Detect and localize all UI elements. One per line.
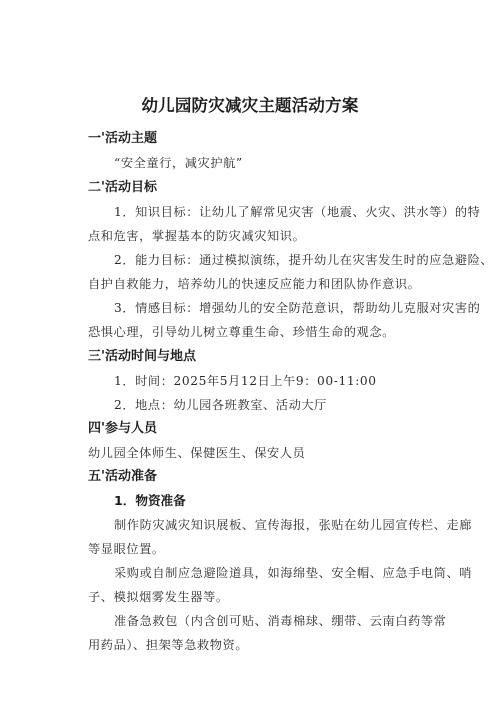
materials-line: 准备急救包（内含创可贴、消毒棉球、绷带、云南白药等常: [114, 614, 447, 628]
section-heading-time-place: 三'活动时间与地点: [88, 349, 196, 364]
subheading-materials: 1．物资准备: [114, 493, 186, 508]
goal-line: 3．情感目标：增强幼儿的安全防范意识，帮助幼儿克服对灾害的: [114, 301, 481, 315]
goal-line: 恐惧心理，引导幼儿树立尊重生命、珍惜生命的观念。: [88, 325, 395, 339]
materials-line: 采购或自制应急避险道具，如海绵垫、安全帽、应急手电筒、哨: [114, 566, 473, 580]
document-title: 幼儿园防灾减灾主题活动方案: [141, 96, 359, 115]
participants-line: 幼儿园全体师生、保健医生、保安人员: [88, 446, 306, 460]
section-heading-participants: 四'参与人员: [88, 421, 157, 436]
goal-line: 1．知识目标：让幼儿了解常见灾害（地震、火灾、洪水等）的特: [114, 205, 481, 219]
section-heading-goals: 二'活动目标: [88, 180, 157, 195]
section-heading-preparation: 五'活动准备: [88, 469, 157, 484]
materials-line: 等显眼位置。: [88, 542, 165, 556]
goal-line: 2．能力目标：通过模拟演练，提升幼儿在灾害发生时的应急避险、: [114, 253, 494, 267]
materials-line: 子、模拟烟雾发生器等。: [88, 590, 229, 604]
time-line: 1．时间：2025年5月12日上午9：00-11:00: [114, 374, 377, 388]
goal-line: 点和危害，掌握基本的防灾减灾知识。: [88, 229, 306, 243]
materials-line: 制作防灾减灾知识展板、宣传海报，张贴在幼儿园宣传栏、走廊: [114, 518, 473, 532]
materials-line: 用药品）、担架等急救物资。: [88, 638, 249, 652]
place-line: 2．地点：幼儿园各班教室、活动大厅: [114, 398, 327, 412]
section-heading-theme: 一'活动主题: [88, 131, 157, 146]
theme-slogan: “安全童行，减灾护航”: [114, 156, 243, 170]
goal-line: 自护自救能力，培养幼儿的快速反应能力和团队协作意识。: [88, 277, 421, 291]
